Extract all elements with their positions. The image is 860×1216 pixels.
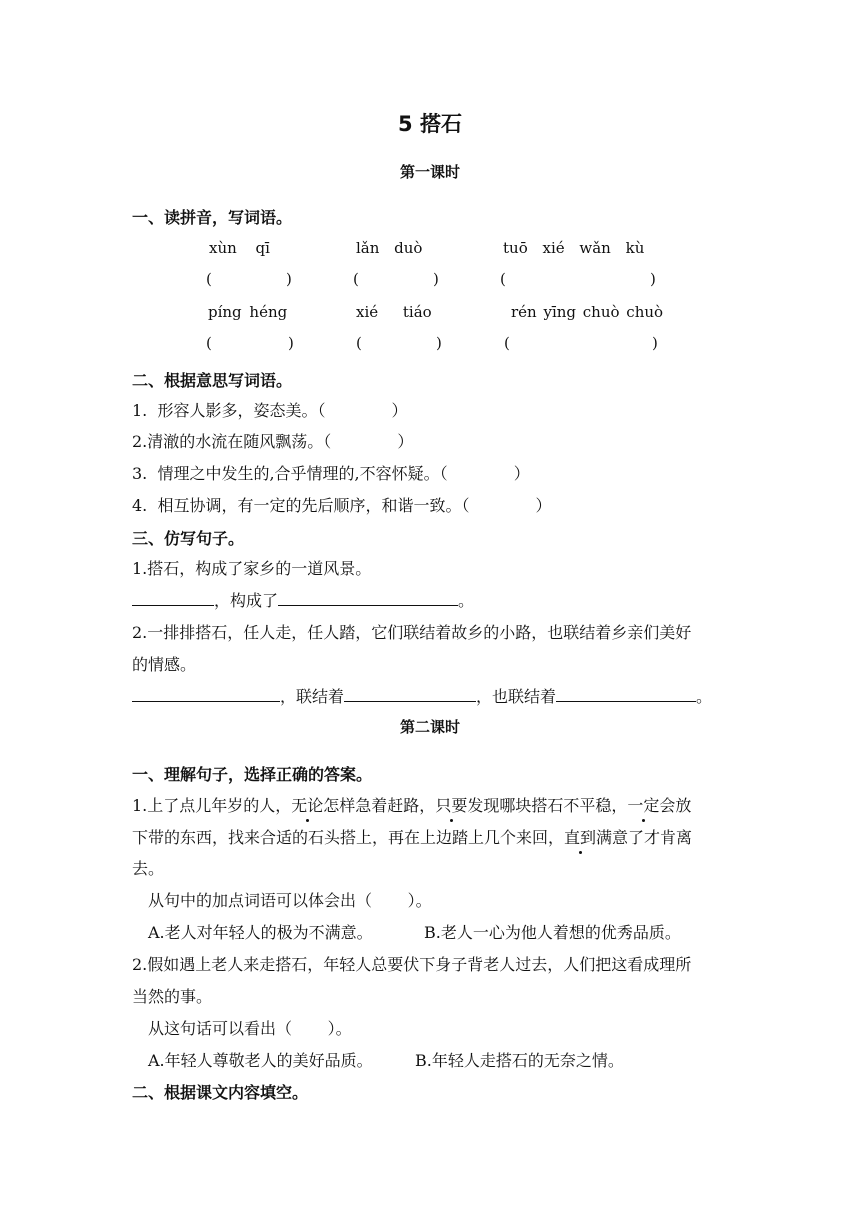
q1-text-b: 怎样急着赶路，	[323, 796, 436, 815]
comprehension-q1-line-3: 去。	[132, 859, 165, 878]
answer-paren-open-2: (	[353, 270, 359, 288]
meaning-item-3: 3. 情理之中发生的,合乎情理的,不容怀疑。（ ）	[132, 464, 530, 483]
page-title: 5 搭石	[398, 112, 462, 136]
imitate-q2-end-text: 。	[696, 687, 713, 706]
answer-blank[interactable]	[278, 589, 458, 606]
answer-paren-close-3: )	[650, 270, 656, 288]
imitate-q2-line-1: 2.一排排搭石，任人走，任人踏，它们联结着故乡的小路，也联结着乡亲们美好	[132, 623, 692, 642]
emphasis-word: 只要	[435, 796, 468, 815]
q1-prompt: 从句中的加点词语可以体会出（ ）。	[148, 891, 432, 910]
q1-option-b[interactable]: B.老人一心为他人着想的优秀品质。	[424, 923, 681, 942]
answer-blank[interactable]	[344, 685, 476, 702]
imitate-q2-mid-text-2: ，也联结着	[476, 687, 557, 706]
q1-text-f: 满意了才肯离	[596, 828, 693, 847]
lesson-1-heading: 第一课时	[399, 163, 460, 181]
section-1-heading: 一、读拼音，写词语。	[132, 208, 293, 227]
q2-prompt: 从这句话可以看出（ ）。	[148, 1019, 352, 1038]
imitate-q1: 1.搭石，构成了家乡的一道风景。	[132, 559, 372, 578]
pinyin-4: píng héng	[208, 303, 288, 321]
imitate-q1-end-text: 。	[458, 591, 475, 610]
pinyin-6: rén yīng chuò chuò	[511, 303, 664, 321]
q1-text-e: 下带的东西，找来合适的石头搭上，再在上边踏上几个来回，	[132, 828, 565, 847]
answer-paren-open-4: (	[206, 334, 212, 352]
answer-paren-open-1: (	[206, 270, 212, 288]
q1-text-c: 发现哪块搭石不平稳，	[467, 796, 628, 815]
imitate-q1-mid-text: ，构成了	[214, 591, 279, 610]
answer-paren-close-6: )	[652, 334, 658, 352]
pinyin-2: lǎn duò	[356, 239, 423, 257]
lesson-2-heading: 第二课时	[399, 718, 460, 736]
pinyin-3: tuō xié wǎn kù	[503, 239, 645, 257]
emphasis-word: 无论	[291, 796, 324, 815]
imitate-q2-answer-line	[132, 684, 712, 707]
meaning-item-1: 1. 形容人影多，姿态美。（ ）	[132, 401, 408, 420]
q1-text-a: 1.上了点儿年岁的人，	[132, 796, 292, 815]
answer-paren-open-5: (	[356, 334, 362, 352]
imitate-q2-mid-text-1: ，联结着	[280, 687, 345, 706]
answer-paren-close-2: )	[433, 270, 439, 288]
imitate-q1-answer-line	[132, 588, 474, 611]
comprehension-q2-line-2: 当然的事。	[132, 987, 213, 1006]
q1-option-a[interactable]: A.老人对年轻人的极为不满意。	[148, 923, 373, 942]
section-5-heading: 二、根据课文内容填空。	[132, 1083, 309, 1102]
answer-blank[interactable]	[132, 589, 214, 606]
q1-text-d: 会放	[659, 796, 692, 815]
pinyin-1: xùn qī	[209, 239, 270, 257]
answer-blank[interactable]	[556, 685, 696, 702]
emphasis-word: 直到	[564, 828, 597, 847]
section-2-heading: 二、根据意思写词语。	[132, 371, 293, 390]
comprehension-q1-line-1	[132, 793, 691, 816]
q2-option-b[interactable]: B.年轻人走搭石的无奈之情。	[415, 1051, 624, 1070]
comprehension-q2-line-1: 2.假如遇上老人来走搭石，年轻人总要伏下身子背老人过去，人们把这看成理所	[132, 955, 692, 974]
meaning-item-4: 4. 相互协调，有一定的先后顺序，和谐一致。（ ）	[132, 496, 552, 515]
section-4-heading: 一、理解句子，选择正确的答案。	[132, 765, 373, 784]
answer-paren-close-4: )	[288, 334, 294, 352]
emphasis-word: 一定	[627, 796, 660, 815]
q2-option-a[interactable]: A.年轻人尊敬老人的美好品质。	[148, 1051, 373, 1070]
answer-paren-close-5: )	[436, 334, 442, 352]
answer-paren-open-6: (	[504, 334, 510, 352]
answer-blank[interactable]	[132, 685, 280, 702]
answer-paren-close-1: )	[286, 270, 292, 288]
answer-paren-open-3: (	[500, 270, 506, 288]
comprehension-q1-line-2	[132, 825, 692, 848]
meaning-item-2: 2.清澈的水流在随风飘荡。（ ）	[132, 432, 414, 451]
imitate-q2-line-2: 的情感。	[132, 655, 197, 674]
pinyin-5: xié tiáo	[356, 303, 432, 321]
q1-emphasis-1	[291, 796, 323, 815]
section-3-heading: 三、仿写句子。	[132, 529, 245, 548]
